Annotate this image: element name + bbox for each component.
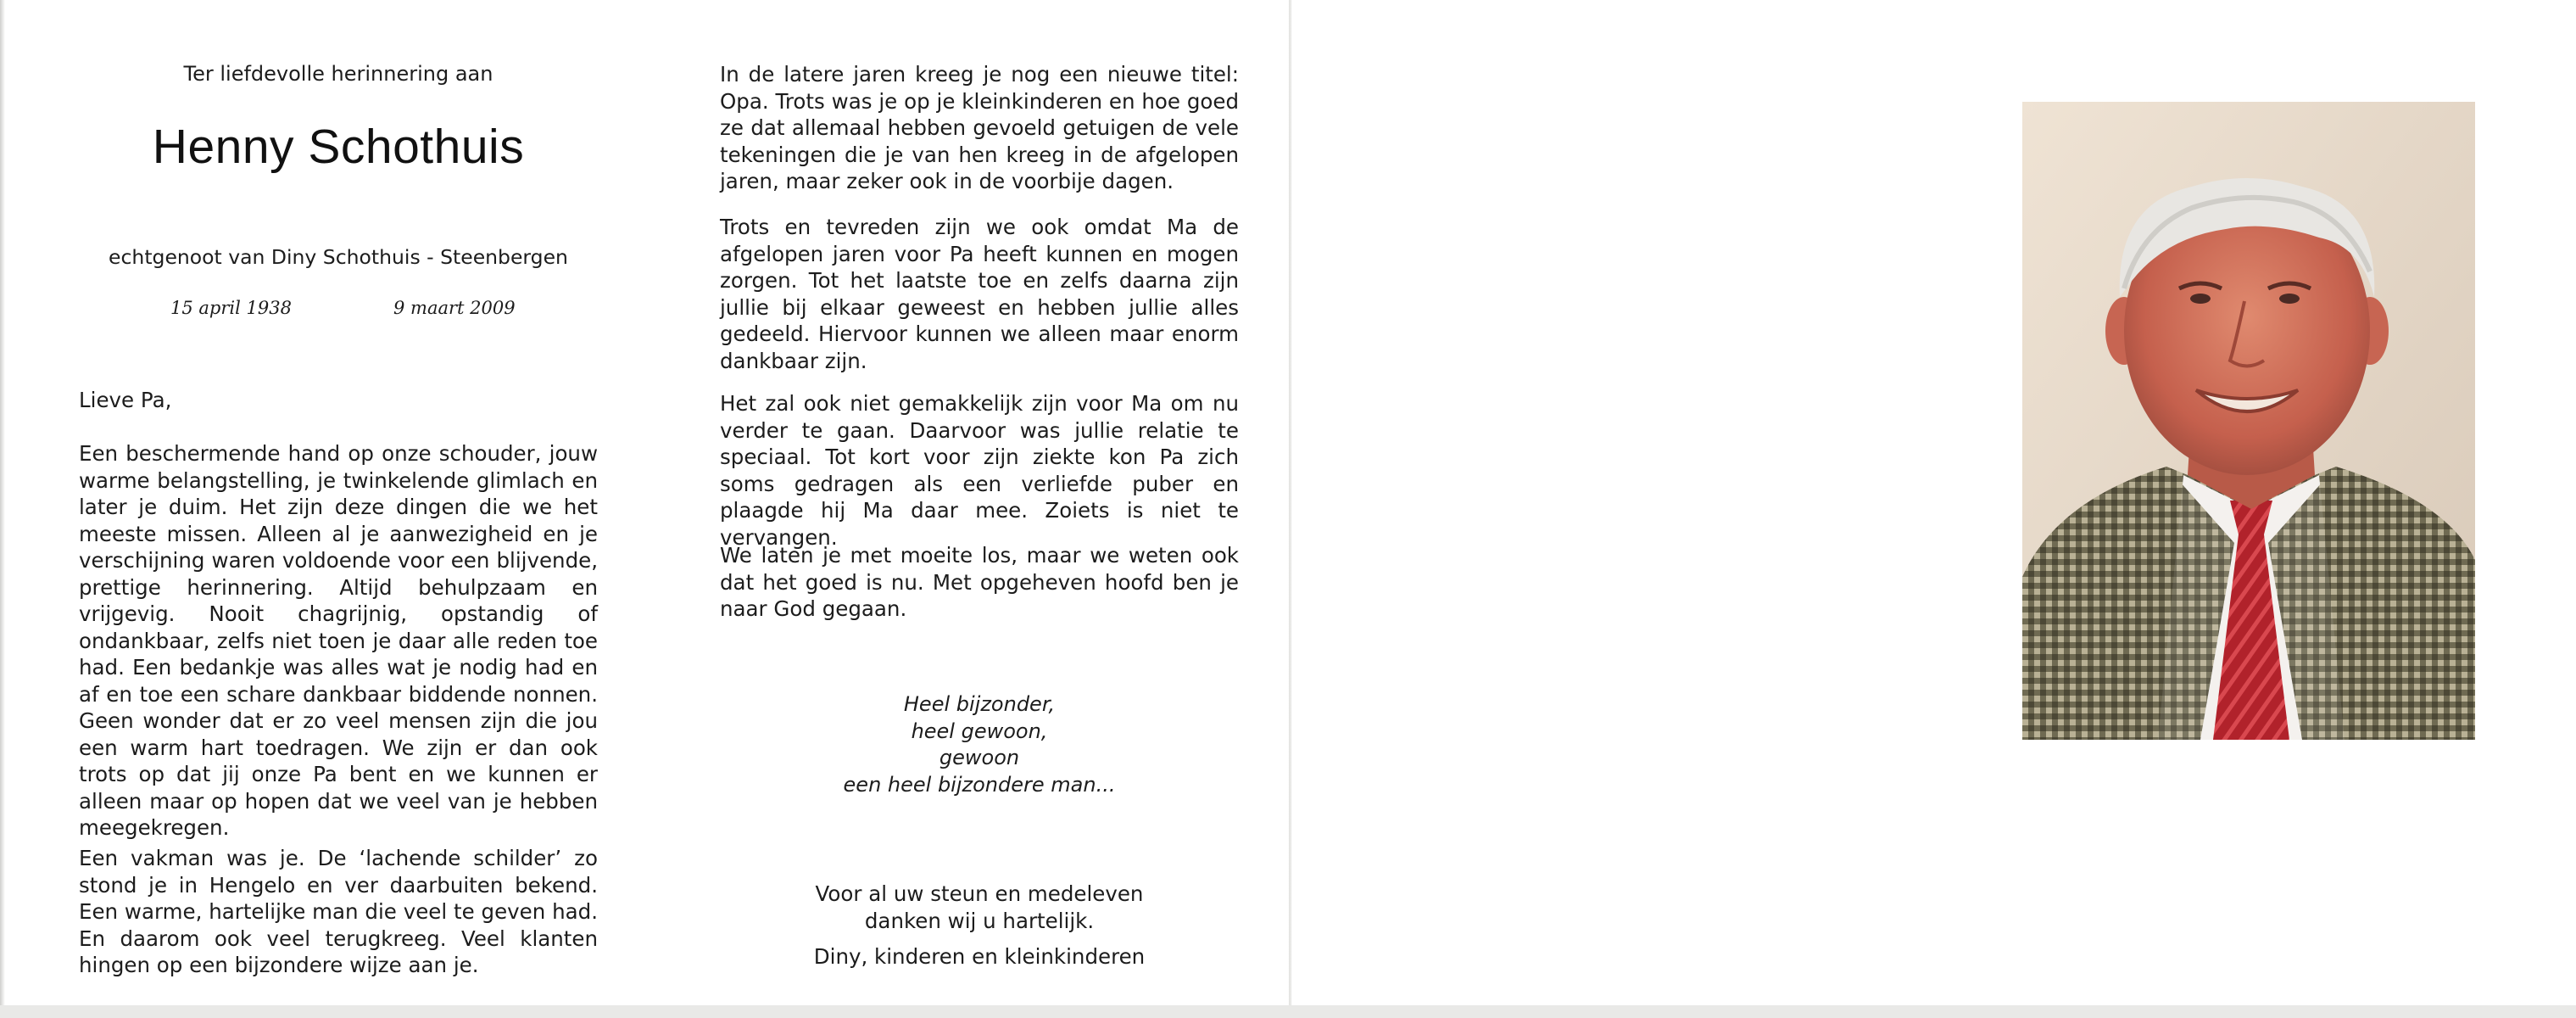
portrait-photo bbox=[2022, 102, 2475, 740]
deceased-name: Henny Schothuis bbox=[152, 120, 525, 174]
thanks-line: Voor al uw steun en medeleven bbox=[815, 881, 1144, 906]
thanks-note bbox=[720, 881, 1239, 934]
spouse-line: echtgenoot van Diny Schothuis - Steenbergen bbox=[109, 245, 568, 269]
left-paragraph-2: Een vakman was je. De ‘lachende schilder’ zo stond je in Hengelo en ver daarbuiten bekend. Een warme, hartelijke man die veel te geven had. En daarom ook veel terugkreeg. Veel klanten hingen op een bijzondere wijze aan je. bbox=[79, 846, 598, 977]
poem-line: Heel bijzonder, bbox=[903, 692, 1056, 716]
card-left-edge bbox=[0, 0, 5, 1005]
left-paragraph-1: Een beschermende hand op onze schouder, jouw warme belangstelling, je twinkelende glimlach en later je duim. Het zijn deze dingen die we het meeste missen. Alleen al je aanwezigheid en je verschijning waren voldoende voor een blijvende, prettige herinnering. Altijd behulpzaam en vrijgevig. Nooit chagrijnig, opstandig of ondankbaar, zelfs niet toen je daar alle reden toe had. Een bedankje was alles wat je nodig had en af en toe een schare dankbaar biddende nonnen. Geen wonder dat er zo veel mensen zijn die jou een warm hart toedragen. We zijn er dan ook trots op dat jij onze Pa bent en we kunnen er alleen maar op hopen dat we veel van je hebben meegekregen. bbox=[79, 441, 598, 840]
death-date: 9 maart 2009 bbox=[393, 298, 516, 318]
middle-paragraph-4: We laten je met moeite los, maar we weten ook dat het goed is nu. Met opgeheven hoofd ben je naar God gegaan. bbox=[720, 543, 1239, 621]
poem bbox=[720, 691, 1239, 798]
poem-line: een heel bijzondere man... bbox=[843, 772, 1116, 797]
poem-line: heel gewoon, bbox=[911, 719, 1048, 743]
middle-paragraph-1: In de latere jaren kreeg je nog een nieuwe titel: Opa. Trots was je op je kleinkinderen en hoe goed ze dat allemaal hebben gevoeld getuigen de vele tekeningen die je van hen kreeg in de afgelopen jaren, maar zeker ook in de voorbije dagen. bbox=[720, 62, 1239, 193]
card-fold-line bbox=[1289, 0, 1291, 1005]
middle-paragraph-3: Het zal ook niet gemakkelijk zijn voor Ma om nu verder te gaan. Daarvoor was jullie relatie te speciaal. Tot kort voor zijn ziekte kon Pa zich soms gedragen als een verliefde puber en plaagde hij Ma daar mee. Zoiets is niet te vervangen. bbox=[720, 391, 1239, 550]
portrait-photo-icon bbox=[2022, 102, 2475, 740]
salutation: Lieve Pa, bbox=[79, 388, 172, 412]
middle-paragraph-2: Trots en tevreden zijn we ook omdat Ma de afgelopen jaren voor Pa heeft kunnen en mogen zorgen. Tot het laatste toe en zelfs daarna zijn jullie bij elkaar geweest en hebben jullie alles gedeeld. Hiervoor kunnen we alleen maar enorm dankbaar zijn. bbox=[720, 215, 1239, 373]
family-signature: Diny, kinderen en kleinkinderen bbox=[813, 944, 1146, 969]
thanks-line: danken wij u hartelijk. bbox=[864, 908, 1095, 933]
birth-date: 15 april 1938 bbox=[170, 298, 292, 318]
poem-line: gewoon bbox=[939, 746, 1020, 769]
intro-text: Ter liefdevolle herinnering aan bbox=[183, 62, 493, 86]
